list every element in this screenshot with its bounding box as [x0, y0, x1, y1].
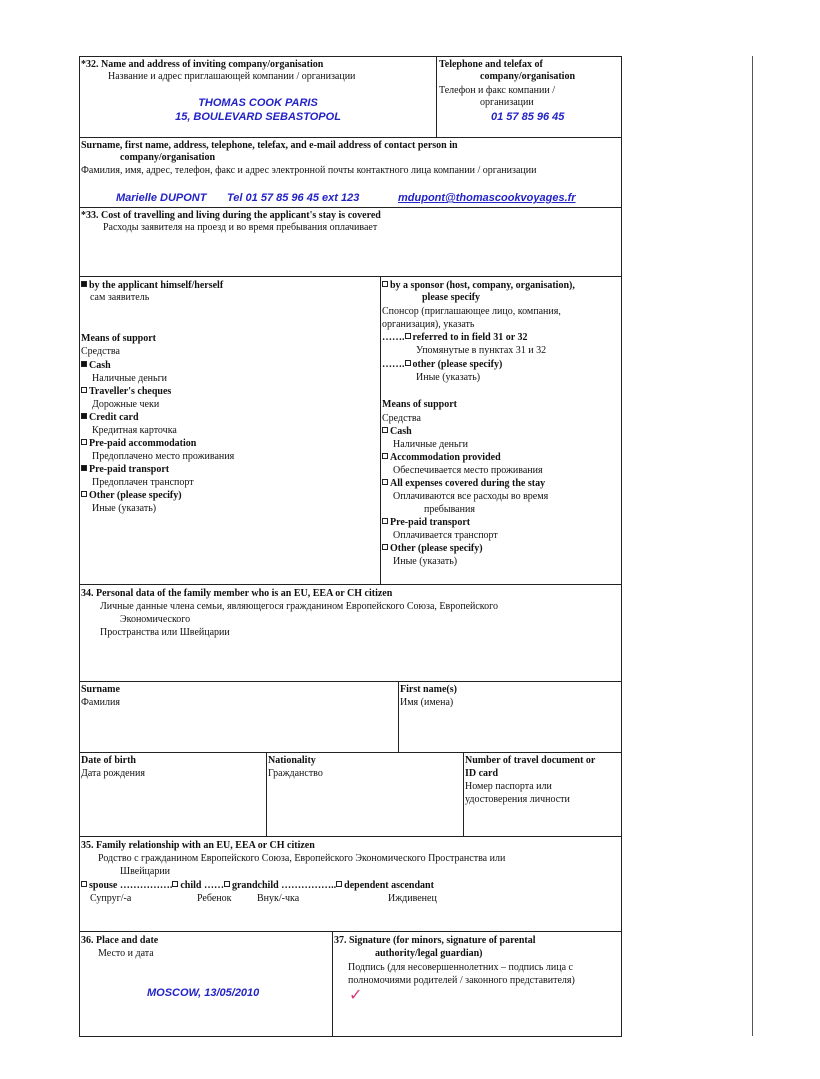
s32-label-en: *32. Name and address of inviting company/organisation: [81, 59, 324, 70]
firstname-label-ru: Имя (имена): [400, 697, 454, 708]
sponsor-other-label-en: other (please specify): [412, 359, 503, 370]
s35-label-ru-2: Швейцарии: [120, 866, 171, 877]
right-means-option-label-en: Pre-paid transport: [390, 517, 471, 528]
right-means-option-label-en: Accommodation provided: [390, 452, 501, 463]
left-means-option-label-ru: Наличные деньги: [92, 373, 168, 384]
col-line-nat: [463, 752, 464, 836]
left-means-option-label-ru: Иные (указать): [92, 503, 157, 514]
left-means-option[interactable]: [81, 489, 234, 502]
left-means-checkbox[interactable]: [81, 361, 87, 367]
doc-label-ru-2: удостоверения личности: [465, 794, 570, 805]
sponsor-other-dots: …….: [382, 359, 405, 370]
right-means-checkbox[interactable]: [382, 453, 388, 459]
tel-label-en-1: Telephone and telefax of: [439, 59, 543, 70]
s37-label-en-2: authority/legal guardian): [375, 948, 483, 959]
company-name-value[interactable]: THOMAS COOK PARIS: [198, 97, 318, 109]
dependent-label-ru: Иждивенец: [388, 893, 437, 904]
left-means-option-label-ru: Предоплачен транспорт: [92, 477, 194, 488]
s35-label-en: 35. Family relationship with an EU, EEA or CH citizen: [81, 840, 315, 851]
sponsor-label-en-2: please specify: [422, 292, 481, 303]
contact-email-link[interactable]: mdupont@thomascookvoyages.fr: [398, 192, 576, 204]
applicant-checkbox[interactable]: [81, 281, 87, 287]
nationality-label-en: Nationality: [268, 755, 316, 766]
right-means-option[interactable]: [382, 451, 548, 464]
left-means-option-label-ru: Дорожные чеки: [92, 399, 160, 410]
left-means-checkbox[interactable]: [81, 413, 87, 419]
spouse-dots: …………….: [119, 880, 173, 891]
left-means-checkbox[interactable]: [81, 387, 87, 393]
row-line-surname: [79, 681, 622, 682]
row-line-dob: [79, 752, 622, 753]
tel-label-ru-1: Телефон и факс компании /: [439, 85, 555, 96]
applicant-label-ru: сам заявитель: [90, 292, 150, 303]
child-dots: ……: [203, 880, 224, 891]
row-line-34: [79, 584, 622, 585]
means2-label-en: Means of support: [382, 399, 458, 410]
child-checkbox[interactable]: [172, 881, 178, 887]
left-means-option-label-ru: Предоплачено место проживания: [92, 451, 235, 462]
applicant-label-en: by the applicant himself/herself: [89, 280, 224, 291]
col-line-dob: [266, 752, 267, 836]
contact-name-value[interactable]: Marielle DUPONT: [116, 192, 207, 204]
tel-value[interactable]: 01 57 85 96 45: [491, 111, 565, 123]
left-means-option[interactable]: [81, 359, 234, 372]
s32-label-ru: Название и адрес приглашающей компании / организации: [108, 71, 356, 82]
contact-label-ru: Фамилия, имя, адрес, телефон, факс и адрес электронной почты контактного лица компании / организации: [81, 165, 537, 176]
referred-option[interactable]: [382, 331, 527, 344]
right-means-checkbox[interactable]: [382, 479, 388, 485]
s33-label-ru: Расходы заявителя на проезд и во время пребывания оплачивает: [103, 222, 378, 233]
grandchild-label-en: grandchild: [231, 880, 279, 891]
form-border-top: [79, 56, 622, 57]
nationality-label-ru: Гражданство: [268, 768, 323, 779]
right-means-option[interactable]: [382, 425, 548, 438]
grandchild-checkbox[interactable]: [224, 881, 230, 887]
child-label-en: child: [180, 880, 202, 891]
right-means-option-label-ru: Наличные деньги: [393, 439, 469, 450]
place-date-value[interactable]: MOSCOW, 13/05/2010: [147, 987, 260, 999]
firstname-label-en: First name(s): [400, 684, 457, 695]
sponsor-label-ru-2: организация), указать: [382, 319, 475, 330]
right-means-option-label-ru: Иные (указать): [393, 556, 458, 567]
left-means-option-label-en: Credit card: [89, 412, 139, 423]
page-margin-line: [752, 56, 753, 1036]
doc-label-en-1: Number of travel document or: [465, 755, 596, 766]
row-line-33: [79, 207, 622, 208]
child-label-ru: Ребенок: [197, 893, 232, 904]
col-line-surname: [398, 681, 399, 752]
left-means-option[interactable]: [81, 411, 234, 424]
spouse-label-en: spouse: [89, 880, 118, 891]
col-line-36: [332, 931, 333, 1036]
right-means-option-label-en: Cash: [390, 426, 412, 437]
s34-label-ru-3: Пространства или Швейцарии: [100, 627, 230, 638]
s33-label-en: *33. Cost of travelling and living during the applicant's stay is covered: [81, 210, 381, 221]
right-means-checkbox[interactable]: [382, 518, 388, 524]
dob-label-en: Date of birth: [81, 755, 136, 766]
contact-label-en-2: company/organisation: [120, 152, 216, 163]
sponsor-other-checkbox[interactable]: [405, 360, 411, 366]
col-line-33: [380, 276, 381, 584]
right-means-option[interactable]: [382, 542, 548, 555]
doc-label-en-2: ID card: [465, 768, 499, 779]
left-means-option-label-en: Pre-paid transport: [89, 464, 170, 475]
sponsor-label-en-1: by a sponsor (host, company, organisation),: [390, 280, 575, 291]
s37-label-ru-1: Подпись (для несовершеннолетних – подпись лица с: [348, 962, 573, 973]
dependent-label-en: dependent ascendant: [344, 880, 434, 891]
signature-tick-icon[interactable]: ✓: [349, 985, 363, 1004]
right-means-list: [382, 425, 548, 568]
sponsor-checkbox[interactable]: [382, 281, 388, 287]
s37-label-ru-2: полномочиями родителей / законного представителя): [348, 975, 575, 986]
form-border-right: [621, 56, 622, 1036]
col-line-32: [436, 56, 437, 137]
row-line-33-options: [79, 276, 622, 277]
referred-label-ru: Упомянутые в пунктах 31 и 32: [416, 345, 547, 356]
means2-label-ru: Средства: [382, 413, 421, 424]
s34-label-ru-2: Экономического: [120, 614, 191, 625]
left-means-option-label-en: Other (please specify): [89, 490, 182, 501]
spouse-label-ru: Супруг/-а: [90, 893, 132, 904]
right-means-option-label-ru: Оплачиваются все расходы во время: [393, 491, 549, 502]
sponsor-other-label-ru: Иные (указать): [416, 372, 481, 383]
company-address-value[interactable]: 15, BOULEVARD SEBASTOPOL: [175, 111, 341, 123]
row-line-35: [79, 836, 622, 837]
doc-label-ru-1: Номер паспорта или: [465, 781, 552, 792]
tel-label-ru-2: организации: [480, 97, 534, 108]
left-means-option[interactable]: [81, 385, 234, 398]
left-means-checkbox[interactable]: [81, 439, 87, 445]
left-means-option-label-en: Cash: [89, 360, 111, 371]
contact-tel-value[interactable]: Tel 01 57 85 96 45 ext 123: [227, 192, 360, 204]
right-means-option[interactable]: [382, 477, 548, 490]
s35-label-ru-1: Родство с гражданином Европейского Союза, Европейского Экономического Пространства или: [98, 853, 506, 864]
sponsor-other-option[interactable]: [382, 358, 502, 371]
row-line-contact: [79, 137, 622, 138]
referred-checkbox[interactable]: [405, 333, 411, 339]
dob-label-ru: Дата рождения: [81, 768, 145, 779]
s34-label-en: 34. Personal data of the family member who is an EU, EEA or CH citizen: [81, 588, 393, 599]
referred-dots: …….: [382, 332, 405, 343]
sponsor-label-ru-1: Спонсор (приглашающее лицо, компания,: [382, 306, 561, 317]
left-means-checkbox[interactable]: [81, 465, 87, 471]
left-means-option-label-en: Pre-paid accommodation: [89, 438, 197, 449]
right-means-option-label-ru-2: пребывания: [424, 504, 475, 515]
surname-label-en: Surname: [81, 684, 120, 695]
grandchild-label-ru: Внук/-чка: [257, 893, 300, 904]
left-means-list: [81, 359, 234, 515]
surname-label-ru: Фамилия: [81, 697, 120, 708]
tel-label-en-2: company/organisation: [480, 71, 576, 82]
spouse-checkbox[interactable]: [81, 881, 87, 887]
form-border-bottom: [79, 1036, 622, 1037]
dependent-checkbox[interactable]: [336, 881, 342, 887]
right-means-option-label-en: Other (please specify): [390, 543, 483, 554]
means-label-ru: Средства: [81, 346, 120, 357]
left-means-option-label-ru: Кредитная карточка: [92, 425, 177, 436]
left-means-checkbox[interactable]: [81, 491, 87, 497]
left-means-option[interactable]: [81, 463, 234, 476]
right-means-checkbox[interactable]: [382, 544, 388, 550]
row-line-36: [79, 931, 622, 932]
grandchild-dots: ……………..: [281, 880, 337, 891]
s36-label-en: 36. Place and date: [81, 935, 159, 946]
referred-label-en: referred to in field 31 or 32: [412, 332, 528, 343]
s34-label-ru-1: Личные данные члена семьи, являющегося гражданином Европейского Союза, Европейского: [100, 601, 498, 612]
contact-label-en-1: Surname, first name, address, telephone, telefax, and e-mail address of contact person in: [81, 140, 458, 151]
right-means-option[interactable]: [382, 516, 548, 529]
relationship-options: [81, 879, 434, 892]
s36-label-ru: Место и дата: [98, 948, 154, 959]
left-means-option[interactable]: [81, 437, 234, 450]
right-means-option-label-ru: Обеспечивается место проживания: [393, 465, 543, 476]
form-border-left: [79, 56, 80, 1036]
right-means-option-label-ru: Оплачивается транспорт: [393, 530, 498, 541]
means-label-en: Means of support: [81, 333, 157, 344]
left-means-option-label-en: Traveller's cheques: [89, 386, 172, 397]
s37-label-en-1: 37. Signature (for minors, signature of parental: [334, 935, 536, 946]
right-means-checkbox[interactable]: [382, 427, 388, 433]
right-means-option-label-en: All expenses covered during the stay: [390, 478, 546, 489]
